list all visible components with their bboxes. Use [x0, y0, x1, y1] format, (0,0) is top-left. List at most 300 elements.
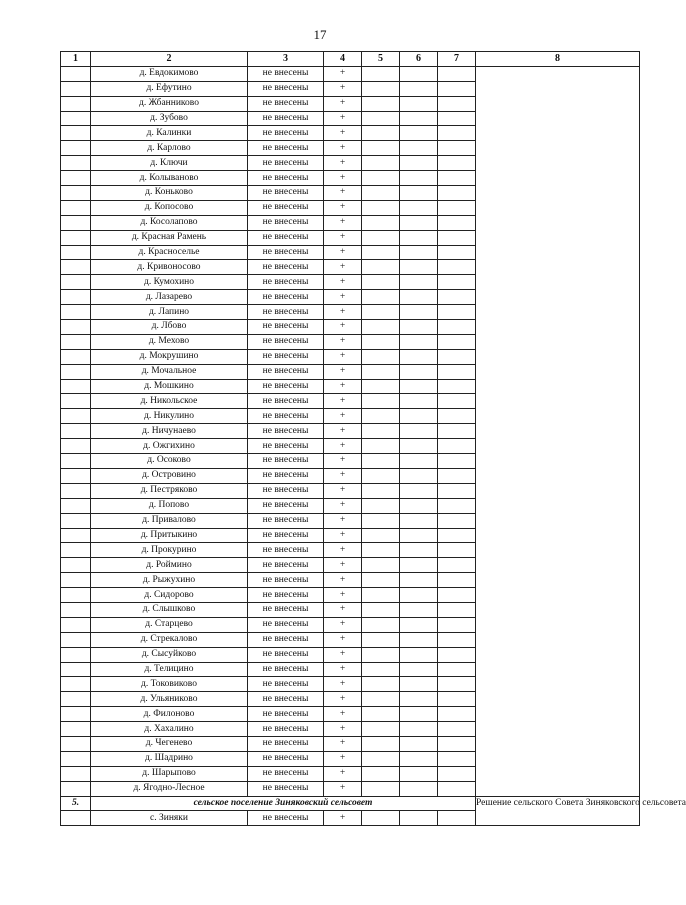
settlement-name: д. Старцево	[91, 617, 248, 632]
empty-cell-6	[400, 588, 438, 603]
column-header-1: 1	[61, 52, 91, 67]
empty-cell-6	[400, 766, 438, 781]
mark-cell: +	[324, 111, 362, 126]
row-number-cell	[61, 751, 91, 766]
empty-cell-5	[362, 215, 400, 230]
settlement-name: д. Слышково	[91, 602, 248, 617]
empty-cell-6	[400, 66, 438, 81]
settlement-name: д. Прокурино	[91, 543, 248, 558]
mark-cell: +	[324, 722, 362, 737]
mark-cell: +	[324, 81, 362, 96]
row-number-cell	[61, 662, 91, 677]
settlement-name: д. Косолапово	[91, 215, 248, 230]
row-number-cell	[61, 781, 91, 796]
column-header-7: 7	[438, 52, 476, 67]
status-cell: не внесены	[248, 468, 324, 483]
mark-cell: +	[324, 364, 362, 379]
empty-cell-5	[362, 483, 400, 498]
settlement-name: д. Ничунаево	[91, 424, 248, 439]
empty-cell-7	[438, 454, 476, 469]
status-cell: не внесены	[248, 186, 324, 201]
empty-cell-5	[362, 573, 400, 588]
empty-cell-7	[438, 632, 476, 647]
settlement-name: д. Мочальное	[91, 364, 248, 379]
row-number-cell	[61, 96, 91, 111]
settlement-name: д. Шадрино	[91, 751, 248, 766]
empty-cell-5	[362, 96, 400, 111]
empty-cell-6	[400, 126, 438, 141]
empty-cell-7	[438, 528, 476, 543]
row-number-cell	[61, 200, 91, 215]
row-number-cell	[61, 349, 91, 364]
mark-cell: +	[324, 662, 362, 677]
status-cell: не внесены	[248, 602, 324, 617]
empty-cell-6	[400, 602, 438, 617]
settlement-name: д. Рыжухино	[91, 573, 248, 588]
registry-body	[61, 66, 686, 825]
empty-cell-6	[400, 692, 438, 707]
row-number-cell	[61, 275, 91, 290]
column-header-3: 3	[248, 52, 324, 67]
mark-cell: +	[324, 751, 362, 766]
empty-cell-5	[362, 439, 400, 454]
settlement-name: д. Ключи	[91, 156, 248, 171]
status-cell: не внесены	[248, 513, 324, 528]
status-cell: не внесены	[248, 632, 324, 647]
settlement-name: д. Ефутино	[91, 81, 248, 96]
empty-cell-7	[438, 811, 476, 826]
empty-cell-5	[362, 781, 400, 796]
row-number-cell	[61, 766, 91, 781]
status-cell: не внесены	[248, 766, 324, 781]
row-number-cell	[61, 647, 91, 662]
settlement-name: с. Зиняки	[91, 811, 248, 826]
empty-cell-6	[400, 96, 438, 111]
status-cell: не внесены	[248, 364, 324, 379]
status-cell: не внесены	[248, 156, 324, 171]
settlement-name: д. Коньково	[91, 186, 248, 201]
empty-cell-6	[400, 513, 438, 528]
status-cell: не внесены	[248, 588, 324, 603]
empty-cell-7	[438, 677, 476, 692]
status-cell: не внесены	[248, 498, 324, 513]
status-cell: не внесены	[248, 305, 324, 320]
empty-cell-6	[400, 781, 438, 796]
settlement-name: д. Роймино	[91, 558, 248, 573]
empty-cell-5	[362, 751, 400, 766]
status-cell: не внесены	[248, 320, 324, 335]
settlement-name: д. Зубово	[91, 111, 248, 126]
empty-cell-7	[438, 379, 476, 394]
empty-cell-6	[400, 215, 438, 230]
empty-cell-7	[438, 290, 476, 305]
empty-cell-5	[362, 632, 400, 647]
status-cell: не внесены	[248, 126, 324, 141]
empty-cell-6	[400, 200, 438, 215]
empty-cell-7	[438, 320, 476, 335]
column-header-8: 8	[476, 52, 640, 67]
empty-cell-6	[400, 677, 438, 692]
status-cell: не внесены	[248, 215, 324, 230]
empty-cell-5	[362, 766, 400, 781]
mark-cell: +	[324, 766, 362, 781]
empty-cell-5	[362, 722, 400, 737]
row-number-cell	[61, 707, 91, 722]
status-cell: не внесены	[248, 275, 324, 290]
status-cell: не внесены	[248, 722, 324, 737]
empty-cell-7	[438, 334, 476, 349]
mark-cell: +	[324, 692, 362, 707]
empty-cell-5	[362, 126, 400, 141]
registry-table	[60, 51, 686, 826]
mark-cell: +	[324, 468, 362, 483]
settlement-name: д. Телицино	[91, 662, 248, 677]
empty-cell-7	[438, 513, 476, 528]
mark-cell: +	[324, 632, 362, 647]
empty-cell-5	[362, 662, 400, 677]
empty-cell-7	[438, 692, 476, 707]
empty-cell-6	[400, 528, 438, 543]
status-cell: не внесены	[248, 349, 324, 364]
row-number-cell	[61, 811, 91, 826]
mark-cell: +	[324, 230, 362, 245]
empty-cell-7	[438, 245, 476, 260]
status-cell: не внесены	[248, 409, 324, 424]
column-header-5: 5	[362, 52, 400, 67]
empty-cell-7	[438, 230, 476, 245]
empty-cell-7	[438, 275, 476, 290]
row-number-cell	[61, 320, 91, 335]
empty-cell-5	[362, 260, 400, 275]
status-cell: не внесены	[248, 290, 324, 305]
empty-cell-7	[438, 81, 476, 96]
settlement-name: д. Кумохино	[91, 275, 248, 290]
mark-cell: +	[324, 558, 362, 573]
settlement-name: д. Стрекалово	[91, 632, 248, 647]
empty-cell-6	[400, 573, 438, 588]
empty-cell-5	[362, 320, 400, 335]
settlement-name: д. Кривоносово	[91, 260, 248, 275]
empty-cell-6	[400, 290, 438, 305]
empty-cell-7	[438, 96, 476, 111]
empty-cell-5	[362, 275, 400, 290]
empty-cell-5	[362, 200, 400, 215]
settlement-name: д. Островино	[91, 468, 248, 483]
empty-cell-7	[438, 156, 476, 171]
mark-cell: +	[324, 156, 362, 171]
empty-cell-5	[362, 290, 400, 305]
empty-cell-7	[438, 364, 476, 379]
empty-cell-6	[400, 305, 438, 320]
empty-cell-5	[362, 513, 400, 528]
empty-cell-6	[400, 245, 438, 260]
row-number-cell	[61, 394, 91, 409]
empty-cell-7	[438, 409, 476, 424]
empty-cell-5	[362, 617, 400, 632]
empty-cell-6	[400, 379, 438, 394]
status-cell: не внесены	[248, 662, 324, 677]
mark-cell: +	[324, 736, 362, 751]
mark-cell: +	[324, 781, 362, 796]
empty-cell-5	[362, 543, 400, 558]
empty-cell-5	[362, 602, 400, 617]
empty-cell-5	[362, 409, 400, 424]
row-number-cell	[61, 454, 91, 469]
empty-cell-7	[438, 602, 476, 617]
settlement-name: д. Попово	[91, 498, 248, 513]
row-number-cell	[61, 602, 91, 617]
settlement-name: д. Мокрушино	[91, 349, 248, 364]
row-number-cell	[61, 290, 91, 305]
column-header-4: 4	[324, 52, 362, 67]
status-cell: не внесены	[248, 528, 324, 543]
empty-cell-7	[438, 468, 476, 483]
empty-cell-5	[362, 394, 400, 409]
mark-cell: +	[324, 96, 362, 111]
status-cell: не внесены	[248, 692, 324, 707]
mark-cell: +	[324, 707, 362, 722]
empty-cell-5	[362, 305, 400, 320]
empty-cell-5	[362, 230, 400, 245]
mark-cell: +	[324, 215, 362, 230]
settlement-name: д. Лапино	[91, 305, 248, 320]
empty-cell-6	[400, 439, 438, 454]
empty-cell-7	[438, 558, 476, 573]
settlement-name: д. Филоново	[91, 707, 248, 722]
empty-cell-7	[438, 260, 476, 275]
settlement-name: д. Притыкино	[91, 528, 248, 543]
empty-cell-6	[400, 707, 438, 722]
empty-cell-7	[438, 662, 476, 677]
empty-cell-7	[438, 171, 476, 186]
empty-cell-6	[400, 349, 438, 364]
empty-cell-5	[362, 245, 400, 260]
settlement-name: д. Чегенево	[91, 736, 248, 751]
mark-cell: +	[324, 454, 362, 469]
empty-cell-5	[362, 66, 400, 81]
settlement-name: д. Колываново	[91, 171, 248, 186]
status-cell: не внесены	[248, 751, 324, 766]
status-cell: не внесены	[248, 379, 324, 394]
empty-cell-5	[362, 528, 400, 543]
empty-cell-5	[362, 186, 400, 201]
empty-cell-5	[362, 111, 400, 126]
empty-cell-7	[438, 200, 476, 215]
empty-cell-7	[438, 751, 476, 766]
mark-cell: +	[324, 379, 362, 394]
row-number-cell	[61, 409, 91, 424]
empty-cell-6	[400, 543, 438, 558]
empty-cell-6	[400, 409, 438, 424]
empty-cell-6	[400, 736, 438, 751]
empty-cell-5	[362, 141, 400, 156]
mark-cell: +	[324, 141, 362, 156]
row-number-cell	[61, 543, 91, 558]
empty-cell-5	[362, 334, 400, 349]
empty-cell-7	[438, 588, 476, 603]
empty-cell-7	[438, 647, 476, 662]
empty-cell-5	[362, 736, 400, 751]
empty-cell-7	[438, 439, 476, 454]
mark-cell: +	[324, 349, 362, 364]
status-cell: не внесены	[248, 573, 324, 588]
empty-cell-6	[400, 468, 438, 483]
mark-cell: +	[324, 126, 362, 141]
empty-cell-7	[438, 707, 476, 722]
row-number-cell	[61, 260, 91, 275]
empty-cell-6	[400, 320, 438, 335]
empty-cell-7	[438, 722, 476, 737]
mark-cell: +	[324, 290, 362, 305]
row-number-cell	[61, 186, 91, 201]
settlement-name: д. Жбанниково	[91, 96, 248, 111]
mark-cell: +	[324, 394, 362, 409]
row-number-cell	[61, 66, 91, 81]
mark-cell: +	[324, 171, 362, 186]
empty-cell-7	[438, 186, 476, 201]
settlement-name: д. Ягодно-Лесное	[91, 781, 248, 796]
row-number-cell	[61, 424, 91, 439]
row-number-cell	[61, 379, 91, 394]
mark-cell: +	[324, 498, 362, 513]
empty-cell-6	[400, 334, 438, 349]
empty-cell-5	[362, 647, 400, 662]
empty-cell-5	[362, 81, 400, 96]
empty-cell-5	[362, 692, 400, 707]
status-cell: не внесены	[248, 677, 324, 692]
empty-cell-7	[438, 111, 476, 126]
empty-cell-7	[438, 573, 476, 588]
empty-cell-6	[400, 662, 438, 677]
empty-cell-6	[400, 111, 438, 126]
empty-cell-5	[362, 707, 400, 722]
status-cell: не внесены	[248, 230, 324, 245]
row-number-cell	[61, 230, 91, 245]
status-cell: не внесены	[248, 245, 324, 260]
empty-cell-6	[400, 454, 438, 469]
column-header-2: 2	[91, 52, 248, 67]
empty-cell-5	[362, 156, 400, 171]
notes-cell	[476, 66, 640, 796]
section-note: Решение сельского Совета Зиняковского сельсовета	[476, 796, 640, 826]
row-number-cell	[61, 468, 91, 483]
row-number-cell	[61, 156, 91, 171]
status-cell: не внесены	[248, 424, 324, 439]
empty-cell-6	[400, 498, 438, 513]
row-number-cell	[61, 126, 91, 141]
status-cell: не внесены	[248, 454, 324, 469]
settlement-name: д. Мехово	[91, 334, 248, 349]
mark-cell: +	[324, 200, 362, 215]
settlement-name: д. Копосово	[91, 200, 248, 215]
row-number-cell	[61, 498, 91, 513]
row-number-cell	[61, 334, 91, 349]
empty-cell-6	[400, 171, 438, 186]
mark-cell: +	[324, 66, 362, 81]
row-number-cell	[61, 439, 91, 454]
row-number-cell	[61, 692, 91, 707]
empty-cell-6	[400, 364, 438, 379]
status-cell: не внесены	[248, 260, 324, 275]
row-number-cell	[61, 677, 91, 692]
mark-cell: +	[324, 617, 362, 632]
empty-cell-7	[438, 483, 476, 498]
row-number-cell	[61, 245, 91, 260]
row-number-cell	[61, 722, 91, 737]
settlement-name: д. Ульяниково	[91, 692, 248, 707]
row-number-cell	[61, 141, 91, 156]
empty-cell-5	[362, 424, 400, 439]
row-number-cell	[61, 364, 91, 379]
settlement-name: д. Пестряково	[91, 483, 248, 498]
empty-cell-6	[400, 141, 438, 156]
row-number-cell	[61, 617, 91, 632]
empty-cell-7	[438, 766, 476, 781]
empty-cell-6	[400, 617, 438, 632]
mark-cell: +	[324, 275, 362, 290]
settlement-name: д. Калинки	[91, 126, 248, 141]
status-cell: не внесены	[248, 334, 324, 349]
empty-cell-7	[438, 543, 476, 558]
status-cell: не внесены	[248, 171, 324, 186]
mark-cell: +	[324, 186, 362, 201]
section-number: 5.	[61, 796, 91, 811]
settlement-name: д. Токовиково	[91, 677, 248, 692]
settlement-name: д. Шарыпово	[91, 766, 248, 781]
header-row	[61, 52, 640, 67]
empty-cell-6	[400, 811, 438, 826]
status-cell: не внесены	[248, 483, 324, 498]
empty-cell-6	[400, 260, 438, 275]
row-number-cell	[61, 81, 91, 96]
empty-cell-6	[400, 230, 438, 245]
mark-cell: +	[324, 409, 362, 424]
page-number: 17	[313, 27, 327, 42]
section-row	[61, 796, 640, 811]
mark-cell: +	[324, 602, 362, 617]
mark-cell: +	[324, 334, 362, 349]
settlement-name: д. Карлово	[91, 141, 248, 156]
empty-cell-7	[438, 349, 476, 364]
mark-cell: +	[324, 573, 362, 588]
table-row	[61, 66, 640, 81]
empty-cell-5	[362, 588, 400, 603]
empty-cell-5	[362, 811, 400, 826]
settlement-name: д. Никольское	[91, 394, 248, 409]
empty-cell-7	[438, 215, 476, 230]
empty-cell-6	[400, 275, 438, 290]
empty-cell-7	[438, 305, 476, 320]
mark-cell: +	[324, 588, 362, 603]
status-cell: не внесены	[248, 543, 324, 558]
row-number-cell	[61, 573, 91, 588]
empty-cell-7	[438, 781, 476, 796]
mark-cell: +	[324, 320, 362, 335]
mark-cell: +	[324, 543, 362, 558]
settlement-name: д. Евдокимово	[91, 66, 248, 81]
empty-cell-7	[438, 66, 476, 81]
status-cell: не внесены	[248, 394, 324, 409]
row-number-cell	[61, 558, 91, 573]
empty-cell-6	[400, 186, 438, 201]
empty-cell-7	[438, 617, 476, 632]
empty-cell-6	[400, 156, 438, 171]
empty-cell-6	[400, 558, 438, 573]
row-number-cell	[61, 513, 91, 528]
row-number-cell	[61, 483, 91, 498]
empty-cell-7	[438, 126, 476, 141]
mark-cell: +	[324, 677, 362, 692]
